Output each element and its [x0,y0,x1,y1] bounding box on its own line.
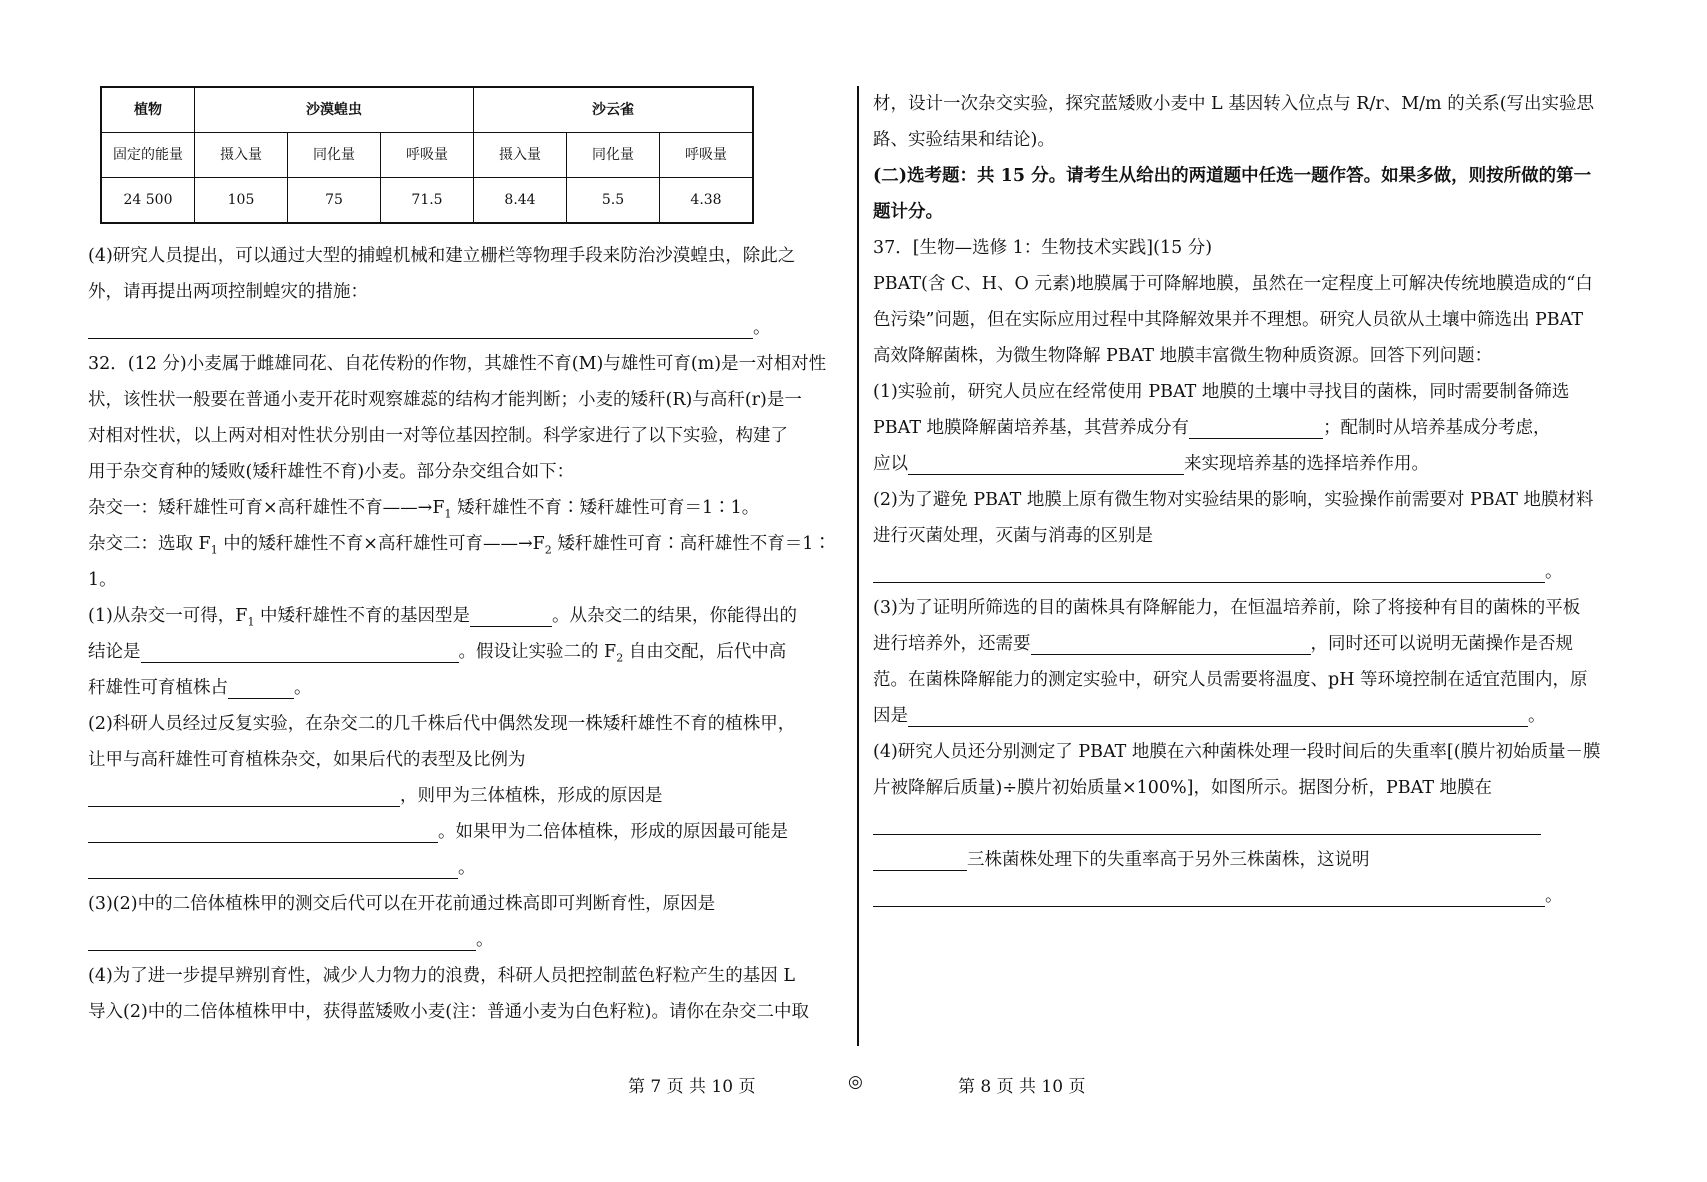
period: 。 [294,678,312,698]
table-cell: 摄入量 [195,133,288,178]
part-text: 。从杂交二的结果，你能得出的 [552,606,797,626]
cross-text: 矮秆雄性可育∶高秆雄性不育＝1∶ [551,534,831,554]
answer-blank[interactable] [1189,416,1323,439]
subscript: 2 [616,651,624,665]
footer-page-left: 第 7 页 共 10 页 [628,1077,756,1097]
answer-blank[interactable] [873,848,967,871]
answer-blank[interactable] [88,928,476,951]
part-text: 三株菌株处理下的失重率高于另外三株菌株，这说明 [967,850,1370,870]
part-text: 结论是 [88,642,141,662]
table-header-plant: 植物 [101,87,195,133]
section-heading: 题计分。 [873,202,943,222]
cross-text: 中的矮秆雄性不育×高秆雄性可育——→F [217,534,545,554]
question-37: 37．[生物—选修 1：生物技术实践](15 分) [873,238,1213,258]
column-divider [857,86,859,1046]
text-line: PBAT(含 C、H、O 元素)地膜属于可降解地膜，虽然在一定程度上可解决传统地膜造成的“白 [873,274,1593,294]
period: 。 [1528,706,1546,726]
part-text: (1)从杂交一可得，F [88,606,248,626]
text-line: 1。 [88,570,117,590]
answer-blank[interactable] [873,560,1545,583]
answer-blank[interactable] [908,452,1184,475]
text-line: 状，该性状一般要在普通小麦开花时观察雄蕊的结构才能判断；小麦的矮秆(R)与高秆(r)是一 [88,390,802,410]
period: 。 [753,318,771,338]
text-line: 材，设计一次杂交实验，探究蓝矮败小麦中 L 基因转入位点与 R/r、M/m 的关系(写出实验思 [873,94,1595,114]
table-header-lark: 沙云雀 [474,87,754,133]
part-text: ，同时还可以说明无菌操作是否规 [1310,634,1573,654]
part-4: (4)为了进一步提早辨别育性，减少人力物力的浪费，科研人员把控制蓝色籽粒产生的基因 L [88,966,795,986]
text-line [873,626,1633,662]
answer-line [873,806,1633,842]
subscript: 1 [210,543,218,557]
answer-blank[interactable] [88,820,438,843]
text-line: 片被降解后质量)÷膜片初始质量×100%]，如图所示。据图分析，PBAT 地膜在 [873,778,1493,798]
table-cell: 8.44 [474,178,567,224]
cross-text: 矮秆雄性不育∶矮秆雄性可育＝1∶1。 [451,498,760,518]
part-text: 来实现培养基的选择培养作用。 [1184,454,1429,474]
part-text: 应以 [873,454,908,474]
part-text: 中矮秆雄性不育的基因型是 [254,606,470,626]
answer-blank[interactable] [88,856,458,879]
text-line: 导入(2)中的二倍体植株甲中，获得蓝矮败小麦(注：普通小麦为白色籽粒)。请你在杂交二中取 [88,1002,809,1022]
answer-blank[interactable] [1031,632,1311,655]
part-text: 秆雄性可育植株占 [88,678,228,698]
text-line [873,410,1633,446]
question-32: 32．(12 分)小麦属于雌雄同花、自花传粉的作物，其雄性不育(M)与雄性可育(m)是一对相对性 [88,354,827,374]
table-cell: 4.38 [660,178,754,224]
subscript: 2 [544,543,552,557]
part-text: 自由交配，后代中高 [623,642,787,662]
right-column [873,86,1633,914]
answer-blank[interactable] [228,676,294,699]
text-line [873,698,1633,734]
cross-one [88,490,848,526]
energy-table [100,86,754,224]
table-cell: 呼吸量 [660,133,754,178]
period: 。 [458,858,476,878]
period: 。 [476,930,494,950]
table-cell: 摄入量 [474,133,567,178]
section-heading: (二)选考题：共 15 分。请考生从给出的两道题中任选一题作答。如果多做，则按所做的第一 [873,166,1592,186]
left-column [88,86,848,1030]
part-4: (4)研究人员还分别测定了 PBAT 地膜在六种菌株处理一段时间后的失重率[(膜片初始质量－膜 [873,742,1601,762]
part-2: (2)科研人员经过反复实验，在杂交二的几千株后代中偶然发现一株矮秆雄性不育的植株甲， [88,714,796,734]
text-line: 范。在菌株降解能力的测定实验中，研究人员需要将温度、pH 等环境控制在适宜范围内，原 [873,670,1588,690]
answer-blank[interactable] [873,884,1545,907]
part-text: 进行培养外，还需要 [873,634,1031,654]
text-line: 让甲与高秆雄性可育植株杂交，如果后代的表型及比例为 [88,750,526,770]
table-cell: 5.5 [567,178,660,224]
answer-line [88,922,848,958]
text-line: 高效降解菌株，为微生物降解 PBAT 地膜丰富微生物种质资源。回答下列问题： [873,346,1493,366]
table-cell: 71.5 [381,178,474,224]
subscript: 1 [247,615,255,629]
answer-blank[interactable] [873,812,1541,835]
text-line [88,778,848,814]
part-3: (3)为了证明所筛选的目的菌株具有降解能力，在恒温培养前，除了将接种有目的菌株的平板 [873,598,1581,618]
text-line: 外，请再提出两项控制蝗灾的措施： [88,282,368,302]
text-line [88,670,848,706]
answer-line [873,878,1633,914]
table-cell: 固定的能量 [101,133,195,178]
period: 。 [1545,562,1563,582]
part-3: (3)(2)中的二倍体植株甲的测交后代可以在开花前通过株高即可判断育性，原因是 [88,894,716,914]
answer-blank[interactable] [470,604,552,627]
table-cell: 105 [195,178,288,224]
text-line [873,446,1633,482]
table-cell: 同化量 [567,133,660,178]
part-text: ，则甲为三体植株，形成的原因是 [400,786,663,806]
text-line [88,814,848,850]
text-line [873,842,1633,878]
cross-text: 杂交二：选取 F [88,534,211,554]
part-text: 。如果甲为二倍体植株，形成的原因最可能是 [438,822,788,842]
part-text: ；配制时从培养基成分考虑， [1323,418,1551,438]
answer-blank[interactable] [88,316,753,339]
part-text: 。假设让实验二的 F [458,642,617,662]
table-cell: 75 [288,178,381,224]
footer-center-mark: ◎ [848,1072,863,1092]
answer-blank[interactable] [88,784,400,807]
table-header-locust: 沙漠蝗虫 [195,87,474,133]
part-1 [88,598,848,634]
part-text: PBAT 地膜降解菌培养基，其营养成分有 [873,418,1190,438]
table-cell: 24 500 [101,178,195,224]
answer-line [873,554,1633,590]
text-line: (4)研究人员提出，可以通过大型的捕蝗机械和建立栅栏等物理手段来防治沙漠蝗虫，除此之 [88,246,796,266]
table-cell: 呼吸量 [381,133,474,178]
text-line: 对相对性状，以上两对相对性状分别由一对等位基因控制。科学家进行了以下实验，构建了 [88,426,788,446]
answer-line [88,310,848,346]
cross-two [88,526,848,562]
cross-text: 杂交一：矮秆雄性可育×高秆雄性不育——→F [88,498,445,518]
part-2: (2)为了避免 PBAT 地膜上原有微生物对实验结果的影响，实验操作前需要对 PBAT 地膜材料 [873,490,1594,510]
period: 。 [1545,886,1563,906]
text-line [88,634,848,670]
answer-line [88,850,848,886]
answer-blank[interactable] [141,640,459,663]
text-line: 用于杂交育种的矮败(矮秆雄性不育)小麦。部分杂交组合如下： [88,462,575,482]
text-line: 进行灭菌处理，灭菌与消毒的区别是 [873,526,1153,546]
table-cell: 同化量 [288,133,381,178]
subscript: 1 [444,507,452,521]
part-text: 因是 [873,706,908,726]
answer-blank[interactable] [908,704,1528,727]
part-1: (1)实验前，研究人员应在经常使用 PBAT 地膜的土壤中寻找目的菌株，同时需要制备筛选 [873,382,1570,402]
text-line: 路、实验结果和结论)。 [873,130,1055,150]
footer-page-right: 第 8 页 共 10 页 [958,1077,1086,1097]
text-line: 色污染”问题，但在实际应用过程中其降解效果并不理想。研究人员欲从土壤中筛选出 PBAT [873,310,1583,330]
